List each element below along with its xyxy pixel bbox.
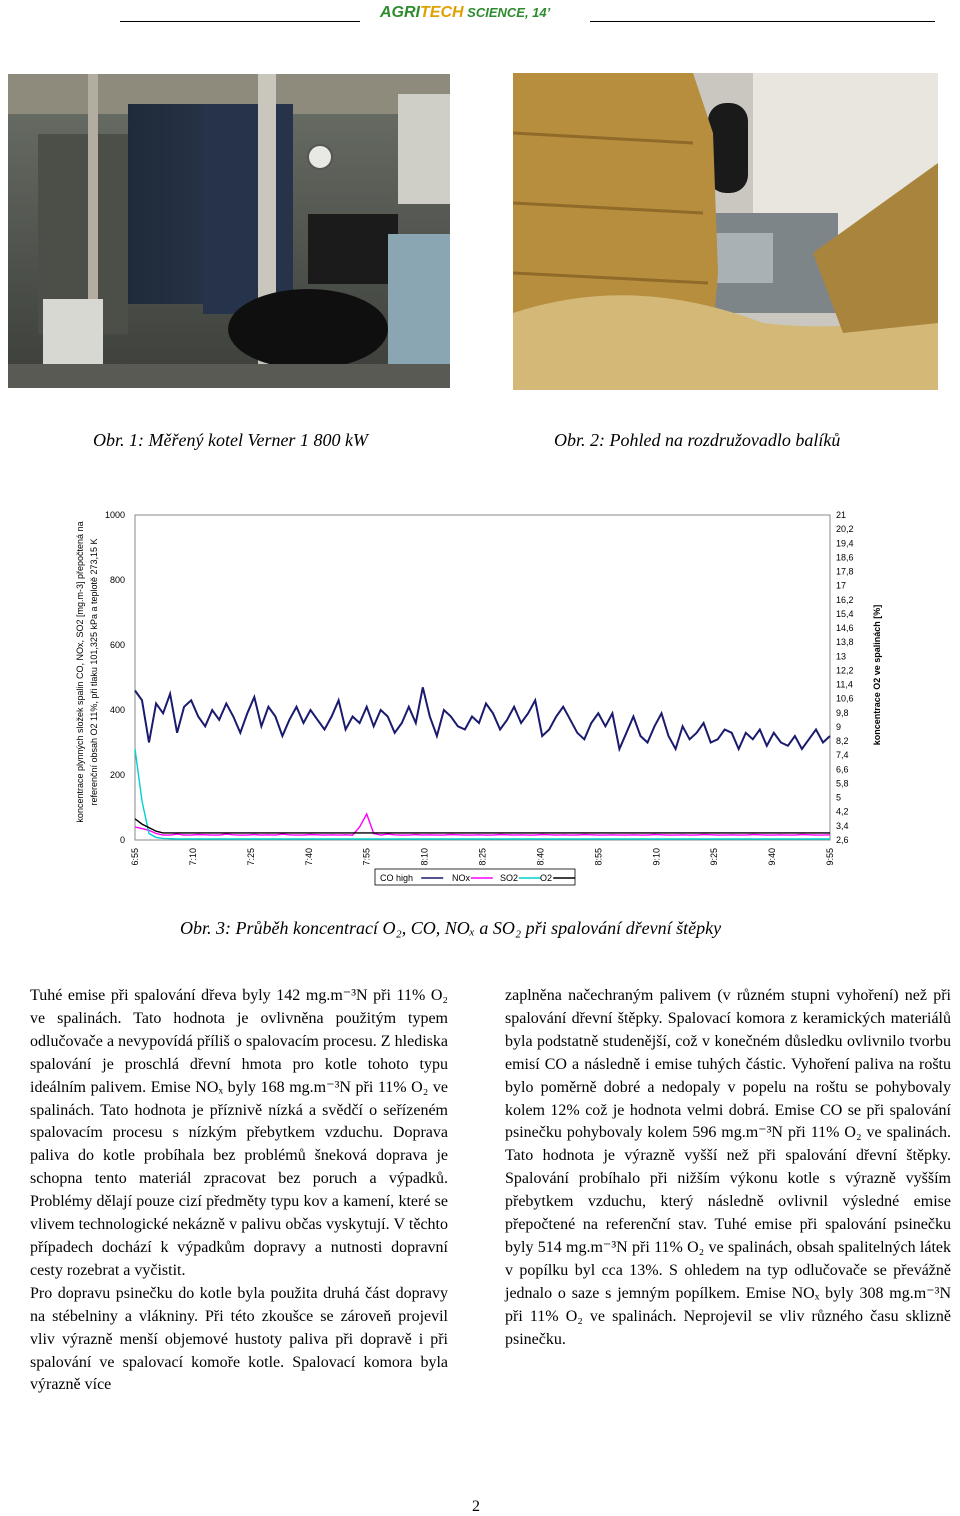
x-tick-label: 8:10 — [419, 848, 430, 866]
plot-area — [135, 515, 830, 840]
legend-label: SO2 — [500, 873, 519, 883]
y-right-tick-label: 7,4 — [836, 750, 849, 761]
legend-label: NOx — [452, 873, 470, 883]
y-right-tick-label: 14,6 — [836, 623, 854, 634]
legend-label: O2 — [540, 873, 553, 883]
y-left-tick-label: 1000 — [104, 510, 125, 520]
y-right-tick-label: 17 — [836, 580, 847, 591]
x-tick-label: 7:55 — [361, 848, 372, 866]
y-right-tick-label: 19,4 — [836, 538, 854, 549]
figure3-caption: Obr. 3: Průběh koncentrací O₂, CO, NOₓ a SO₂ při spalování dřevní štěpky — [180, 918, 722, 938]
y-axis-label-left-line2: referenční obsah O2 11%, při tlaku 101,325 kPa a teplotě 273,15 K — [89, 538, 99, 806]
y-right-tick-label: 12,2 — [836, 665, 854, 676]
figure2-caption: Obr. 2: Pohled na rozdružovadlo balíků — [554, 430, 841, 450]
x-tick-label: 9:55 — [825, 848, 835, 866]
y-right-tick-label: 5 — [836, 792, 842, 803]
y-axis-label-right: koncentrace O2 ve spalinách [%] — [872, 604, 882, 746]
emissions-chart — [70, 505, 890, 895]
x-tick-label: 8:40 — [535, 848, 546, 866]
y-right-tick-label: 13,8 — [836, 637, 854, 648]
right-paragraph-1: zaplněna načechraným palivem (v různém stupni vyhoření) než při spalování dřevní štěpky. Spalovací komora z keramických materiálů byla podstatně studenější, což v konečném důsledku ovlivnilo tvorbu emisí CO a následně i emise tuhých částic. Vyhoření paliva na roštu bylo poměrně dobré a nedopaly v popelu na roštu se pohybovaly kolem 12% což je hodnota velmi dobrá. Emise CO se při spalování psinečku pohybovaly kolem 596 mg.m⁻³N při 11% O₂ ve spalinách. Tato hodnota je výrazně vyšší než při spalování dřevní štěpky. Spalování probíhalo při nižším výkonu kotle s výrazně vyšším přebytkem vzduchu, který následně ovlivnil výsledné emise přepočtené na referenční stav. Tuhé emise při spalování psinečku byly 514 mg.m⁻³N při 11% O₂ ve spalinách, obsah spalitelných látek v popílku byl cca 13%. S ohledem na typ odlučovače se převážně jednalo o saze s jemným popílkem. Emise NOₓ byly 308 mg.m⁻³N při 11% O₂ ve spalinách. Neprojevil se vliv různého času sklizně psinečku. — [505, 987, 951, 1348]
y-right-tick-label: 9,8 — [836, 707, 849, 718]
brand-rest: SCIENCE, 14’ — [463, 5, 551, 20]
y-right-tick-label: 4,2 — [836, 806, 849, 817]
right-text-column — [505, 985, 951, 1352]
y-right-tick-label: 8,2 — [836, 736, 849, 747]
brand-agri: AGRI — [380, 4, 420, 21]
y-right-tick-label: 17,8 — [836, 566, 854, 577]
y-right-tick-label: 20,2 — [836, 524, 854, 535]
journal-header — [380, 4, 550, 22]
x-tick-label: 6:55 — [130, 848, 140, 866]
legend-label: CO high — [380, 873, 414, 883]
y-axis-label-left-line1: koncentrace plynných složek spalin CO, NOx, SO2 [mg.m-3] přepočtená na — [75, 521, 85, 823]
y-right-tick-label: 21 — [836, 510, 847, 520]
header-rule-left — [120, 21, 360, 22]
y-left-tick-label: 600 — [109, 640, 125, 650]
brand-tech: TECH — [420, 4, 464, 21]
y-right-tick-label: 10,6 — [836, 693, 854, 704]
x-tick-label: 8:25 — [477, 848, 488, 866]
y-left-tick-label: 800 — [109, 575, 125, 585]
y-right-tick-label: 9 — [836, 721, 842, 732]
x-tick-label: 7:40 — [303, 848, 314, 866]
x-tick-label: 9:25 — [709, 848, 720, 866]
left-paragraph-1: Tuhé emise při spalování dřeva byly 142 mg.m⁻³N při 11% O₂ ve spalinách. Tato hodnota je ovlivněna použitým typem odlučovače a nevypovídá příliš o spalovacím procesu. Z hlediska spalování je proschlá dřevní hmota pro kotle tohoto typu ideálním palivem. Emise NOₓ byly 168 mg.m⁻³N při 11% O₂ ve spalinách. Tato hodnota je příznivě nízká a svědčí o seřízeném spalovacím procesu s nízkým přebytkem vzduchu. Doprava paliva do kotle probíhala bez problémů šneková doprava je schopna tento materiál zpracovat bez poruch a výpadků. Problémy dělají pouze cizí předměty typu kov a kamení, které se vlivem technologické nekázně v palivu občas vyskytují. V těchto případech dochází k výpadkům dopravy a nutnosti dopravní cesty rozebrat a vyčistit. — [30, 987, 448, 1279]
x-tick-label: 7:10 — [187, 848, 198, 866]
x-tick-label: 7:25 — [245, 848, 256, 866]
y-right-tick-label: 13 — [836, 651, 847, 662]
x-tick-label: 8:55 — [593, 848, 604, 866]
x-tick-label: 9:10 — [651, 848, 662, 866]
y-right-tick-label: 5,8 — [836, 778, 849, 789]
bales-photo — [513, 73, 938, 390]
y-left-tick-label: 400 — [109, 705, 125, 715]
y-right-tick-label: 11,4 — [836, 679, 853, 690]
emissions-chart-svg — [70, 505, 890, 895]
y-left-tick-label: 200 — [109, 770, 125, 780]
y-right-tick-label: 6,6 — [836, 764, 849, 775]
y-right-tick-label: 2,6 — [836, 835, 849, 845]
y-left-tick-label: 0 — [119, 835, 125, 845]
header-rule-right — [590, 21, 935, 22]
y-right-tick-label: 15,4 — [836, 608, 854, 619]
boiler-photo — [8, 74, 450, 388]
x-tick-label: 9:40 — [767, 848, 778, 866]
figure1-caption: Obr. 1: Měřený kotel Verner 1 800 kW — [93, 430, 368, 450]
left-text-column — [30, 985, 448, 1397]
y-right-tick-label: 18,6 — [836, 552, 854, 563]
y-right-tick-label: 16,2 — [836, 594, 854, 605]
left-paragraph-2: Pro dopravu psinečku do kotle byla použita druhá část dopravy na stébelniny a vlákniny. Při této zkoušce se zároveň projevil vliv výrazně menší objemové hustoty paliva při dopravě i při spalování ve spalovací komoře kotle. Spalovací komora byla výrazně více — [30, 1284, 448, 1394]
y-right-tick-label: 3,4 — [836, 820, 849, 831]
page-number: 2 — [472, 1498, 480, 1515]
